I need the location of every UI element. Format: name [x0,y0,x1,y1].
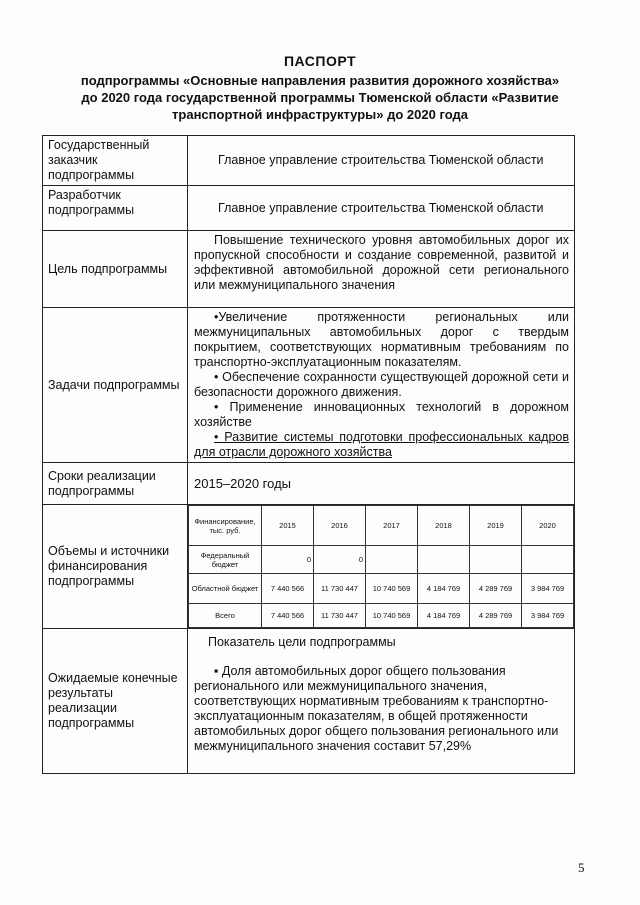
finance-value [418,546,470,574]
task-item-2: • Обеспечение сохранности существующей дорожной сети и безопасности дорожного движения. [194,370,569,399]
developer-value-text: Главное управление строительства Тюменской области [218,200,544,215]
goal-label: Цель подпрограммы [43,231,188,308]
results-label: Ожидаемые конечные результаты реализации подпрограммы [43,629,188,774]
table-row [43,186,575,231]
finance-value: 11 730 447 [314,604,366,628]
results-heading: Показатель цели подпрограммы [208,635,396,649]
finance-value: 3 984 769 [522,574,574,604]
finance-value: 11 730 447 [314,574,366,604]
finance-value: 0 [314,546,366,574]
finance-value: 7 440 566 [262,574,314,604]
table-row [43,505,575,629]
finance-value: 7 440 566 [262,604,314,628]
finance-header-row [189,506,574,546]
finance-year: 2020 [522,506,574,546]
finance-value: 0 [262,546,314,574]
finance-value: 3 984 769 [522,604,574,628]
finance-value: 4 184 769 [418,574,470,604]
passport-table [42,135,575,774]
task-item-1: •Увеличение протяженности региональных или межмуниципальных автомобильных дорог с твердым покрытием, соответствующих нормативным требованиям по транспортно-эксплуатационным показателям. [194,310,569,369]
tasks-label: Задачи подпрограммы [43,308,188,463]
table-row [43,463,575,505]
table-row [43,629,575,774]
customer-value-text: Главное управление строительства Тюменской области [218,153,544,167]
goal-value [188,231,575,308]
finance-value [366,546,418,574]
page-title: ПАСПОРТ [283,53,357,69]
table-row [43,308,575,463]
finance-header-label: Финансирование, тыс. руб. [189,506,262,546]
finance-value [522,546,574,574]
task-item-4: • Развитие системы подготовки профессиональных кадров для отрасли дорожного хозяйства [194,430,569,459]
finance-value: 4 289 769 [470,604,522,628]
finance-value: 4 184 769 [418,604,470,628]
finance-value: 4 289 769 [470,574,522,604]
results-text: ▪ Доля автомобильных дорог общего пользования регионального или межмуниципального значения, соответствующих нормативным требованиям к транспортно-эксплуатационным показателям, в общей протяженности автомобильных дорог общего пользования регионального или межмуниципального значения составит 57,29% [194,664,559,753]
results-value [188,629,575,774]
finance-row-label: Областной бюджет [189,574,262,604]
tasks-value [188,308,575,463]
finance-year: 2015 [262,506,314,546]
subtitle-line-3: транспортной инфраструктуры» до 2020 года [172,107,468,122]
finance-row-total [189,604,574,628]
terms-label: Сроки реализации подпрограммы [43,463,188,505]
finance-row-label: Всего [189,604,262,628]
page-number: 5 [578,860,585,875]
subtitle-line-1: подпрограммы «Основные направления развития дорожного хозяйства» [80,73,560,88]
developer-label: Разработчик подпрограммы [43,186,188,231]
table-row [43,231,575,308]
terms-value: 2015–2020 годы [188,463,575,505]
finance-row-regional [189,574,574,604]
customer-value [188,136,575,186]
finance-row-federal [189,546,574,574]
page-subtitle [80,72,560,123]
goal-text: Повышение технического уровня автомобильных дорог их пропускной способности и создание современной, развитой и эффективной автомобильной дорожной сети регионального или межмуниципального значения [194,233,569,292]
finance-table-cell [188,505,575,629]
finance-year: 2017 [366,506,418,546]
finance-year: 2018 [418,506,470,546]
subtitle-line-2: до 2020 года государственной программы Тюменской области «Развитие [81,90,559,105]
finance-value [470,546,522,574]
finance-year: 2019 [470,506,522,546]
developer-value [188,186,575,231]
table-row [43,136,575,186]
finance-label: Объемы и источники финансирования подпрограммы [43,505,188,629]
finance-table [188,505,574,628]
finance-value: 10 740 569 [366,574,418,604]
customer-label: Государственный заказчик подпрограммы [43,136,188,186]
finance-row-label: Федеральный бюджет [189,546,262,574]
finance-value: 10 740 569 [366,604,418,628]
finance-year: 2016 [314,506,366,546]
task-item-3: • Применение инновационных технологий в дорожном хозяйстве [194,400,569,429]
